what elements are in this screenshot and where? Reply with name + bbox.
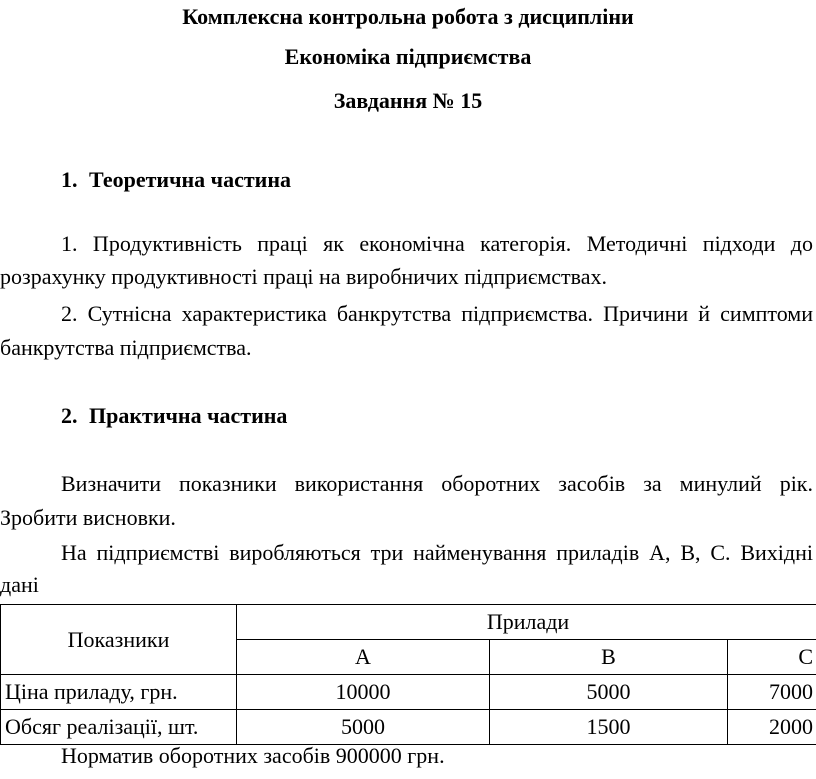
practice-data-line-1: На підприємстві виробляються три найменування приладів А, В, С. Вихідні xyxy=(61,540,813,565)
practice-task-line-2: Зробити висновки. xyxy=(0,505,176,530)
practice-task-line-1: Визначити показники використання оборотних засобів за минулий рік. xyxy=(61,471,813,496)
discipline-name: Економіка підприємства xyxy=(284,44,532,69)
theory-heading-text: Теоретична частина xyxy=(89,167,291,192)
practice-data-line-2: дані xyxy=(0,572,39,597)
theory-item-1-line-1: 1. Продуктивність праці як економічна категорія. Методичні підходи до xyxy=(61,231,813,256)
header-devices: Прилади xyxy=(237,605,816,640)
source-data-table xyxy=(0,604,816,745)
theory-item-1-line-2: розрахунку продуктивності праці на виробничих підприємствах. xyxy=(0,264,608,289)
header-device-b: В xyxy=(490,640,728,675)
theory-heading-number: 1. xyxy=(61,167,78,192)
row-label: Ціна приладу, грн. xyxy=(1,675,237,710)
document-title: Комплексна контрольна робота з дисципліни xyxy=(182,4,634,29)
table-header-row xyxy=(1,605,816,640)
cell-value: 2000 xyxy=(728,710,816,745)
cell-value: 7000 xyxy=(728,675,816,710)
working-capital-norm: Норматив оборотних засобів 900000 грн. xyxy=(61,743,445,768)
table-row xyxy=(1,710,816,745)
practice-heading-number: 2. xyxy=(61,403,78,428)
theory-heading xyxy=(61,167,291,193)
header-device-c: С xyxy=(728,640,816,675)
cell-value: 5000 xyxy=(237,710,490,745)
task-number: Завдання № 15 xyxy=(333,88,483,113)
theory-item-2-line-2: банкрутства підприємства. xyxy=(0,335,252,360)
row-label: Обсяг реалізації, шт. xyxy=(1,710,237,745)
practice-heading-text: Практична частина xyxy=(89,403,288,428)
table-row xyxy=(1,675,816,710)
cell-value: 1500 xyxy=(490,710,728,745)
header-device-a: А xyxy=(237,640,490,675)
header-indicators: Показники xyxy=(1,605,237,675)
cell-value: 10000 xyxy=(237,675,490,710)
cell-value: 5000 xyxy=(490,675,728,710)
practice-heading xyxy=(61,403,287,429)
theory-item-2-line-1: 2. Сутнісна характеристика банкрутства підприємства. Причини й симптоми xyxy=(61,301,813,326)
